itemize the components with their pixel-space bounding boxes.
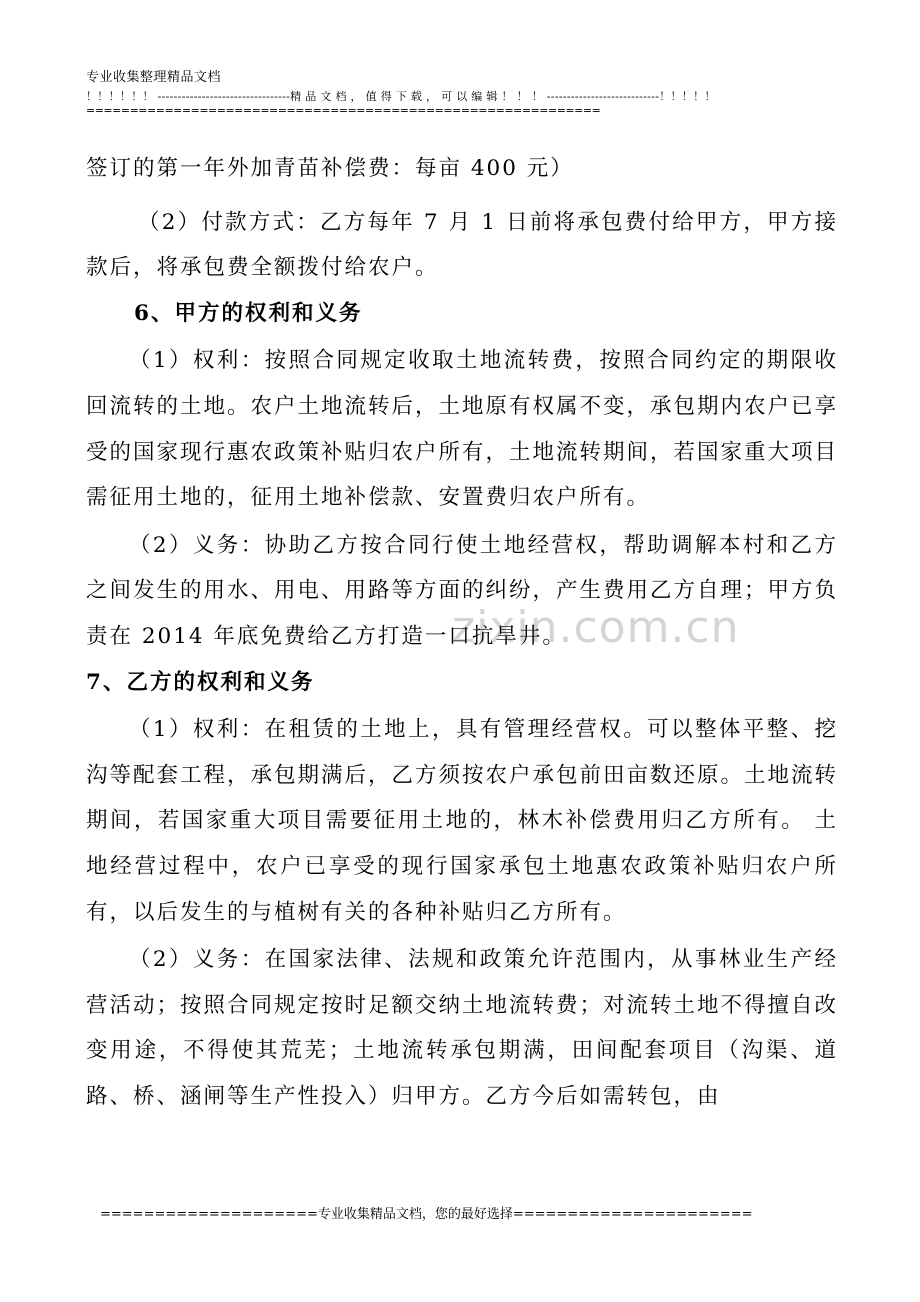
paragraph-party-b-obligations: （2）义务：在国家法律、法规和政策允许范围内，从事林业生产经营活动；按照合同规定按时足额交纳土地流转费；对流转土地不得擅自改变用途，不得使其荒芜；土地流转承包期满，田间配套项目（沟渠、道路、桥、涵闸等生产性投入）归甲方。乙方今后如需转包，由 — [86, 947, 839, 1109]
paragraph-continuation: 签订的第一年外加青苗补偿费：每亩 400 元） — [86, 156, 574, 181]
watermark: zixin.com.cn — [452, 602, 740, 653]
paragraph-party-b-rights: （1）权利：在租赁的土地上，具有管理经营权。可以整体平整、挖沟等配套工程，承包期满后，乙方须按农户承包前田亩数还原。土地流转期间，若国家重大项目需要征用土地的，林木补偿费用归乙方所有。 土地经营过程中，农户已享受的现行国家承包土地惠农政策补贴归农户所有，以后发生的与植树有关的各种补贴归乙方所有。 — [86, 717, 839, 925]
section-heading-party-a: 6、甲方的权利和义务 — [134, 300, 363, 326]
document-body — [86, 146, 838, 1119]
footer-banner: ====================专业收集精品文档，您的最好选择====================== — [100, 1207, 753, 1222]
section-heading-party-b: 7、乙方的权利和义务 — [86, 669, 315, 695]
paragraph-party-a-rights: （1）权利：按照合同规定收取土地流转费，按照合同约定的期限收回流转的土地。农户土地流转后，土地原有权属不变，承包期内农户已享受的国家现行惠农政策补贴归农户所有，土地流转期间，若国家重大项目需征用土地的，征用土地补偿款、安置费归农户所有。 — [86, 348, 839, 511]
header-banner: ！！！！！！ ---------------------------------精 品 文 档 ， 值 得 下 载 ， 可 以 编 辑 ！ ！ ！ ----------------------------！！！！！ — [86, 90, 716, 103]
paragraph-payment-method: （2）付款方式：乙方每年 7 月 1 日前将承包费付给甲方，甲方接款后，将承包费全额拨付给农户。 — [86, 209, 838, 281]
header-title: 专业收集整理精品文档 — [86, 70, 222, 85]
paragraph-party-a-obligations: （2）义务：协助乙方按合同行使土地经营权，帮助调解本村和乙方之间发生的用水、用电、用路等方面的纠纷，产生费用乙方自理；甲方负责在 2014 年底免费给乙方打造一口抗旱井。 — [86, 532, 839, 649]
header-rule: =========================================================== — [86, 104, 601, 117]
